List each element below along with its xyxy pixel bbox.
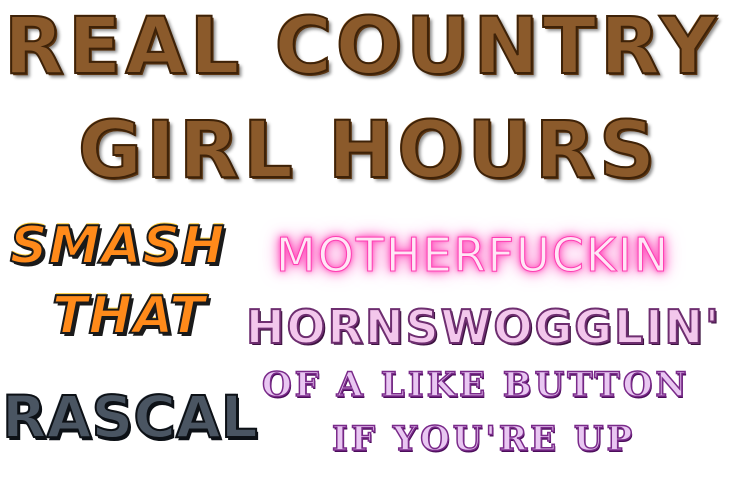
hornswogglin-text: HORNSWOGGLIN' <box>246 300 722 354</box>
headline-line-2: GIRL HOURS <box>78 106 660 196</box>
like-button-text: OF A LIKE BUTTON <box>262 365 690 405</box>
if-up-text: IF YOU'RE UP <box>332 419 636 459</box>
smash-text: SMASH <box>10 216 226 276</box>
rascal-text: RASCAL <box>2 383 258 451</box>
that-text: THAT <box>52 286 206 346</box>
motherfuckin-text: MOTHERFUCKIN <box>276 228 670 282</box>
headline-line-1: REAL COUNTRY <box>4 2 721 92</box>
